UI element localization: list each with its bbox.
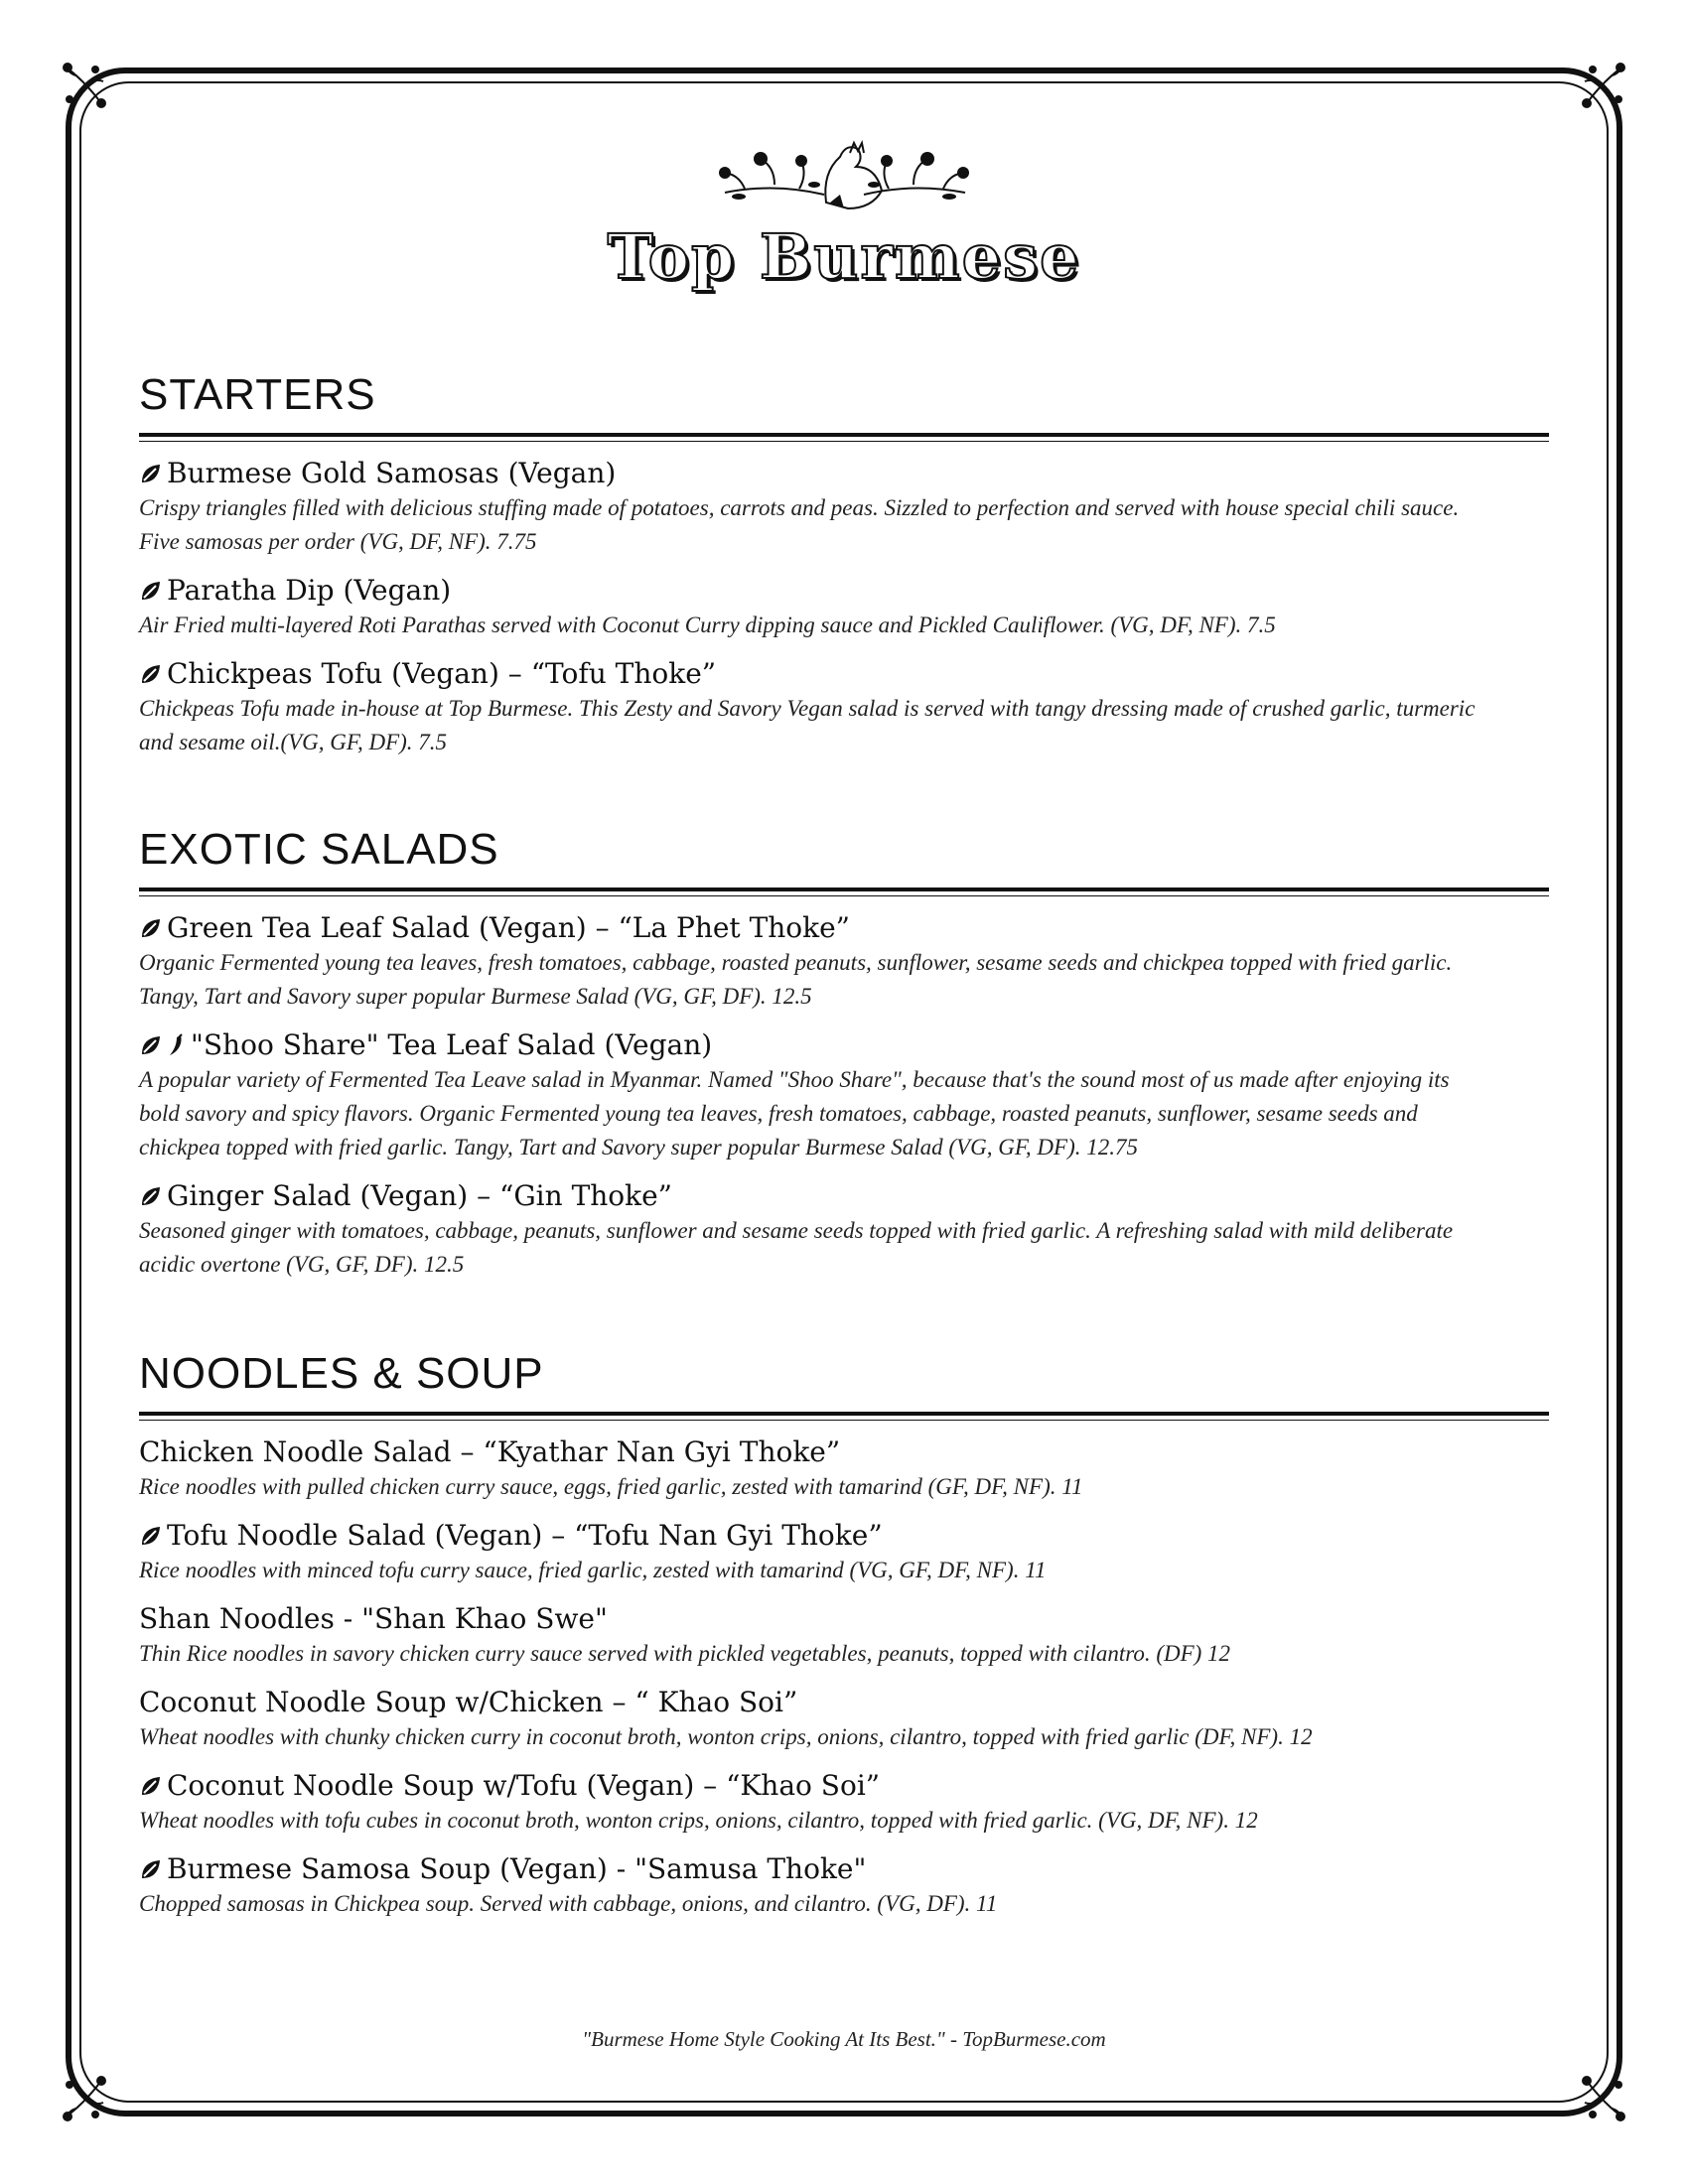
menu-item-description: Wheat noodles with tofu cubes in coconut broth, wonton crips, onions, cilantro, topped with fried garlic. (VG, DF, NF). 12 [139,1808,1258,1833]
menu-item-description: Chickpeas Tofu made in-house at Top Burmese. This Zesty and Savory Vegan salad is served with tangy dressing made of crushed garlic, turmeric and sesame oil.(VG, GF, DF). 7.5 [139,696,1476,754]
menu-item [139,656,1549,759]
menu-item-name: Burmese Gold Samosas (Vegan) [167,457,617,489]
menu-item-name: Coconut Noodle Soup w/Chicken – “ Khao Soi” [139,1686,798,1718]
menu-item [139,1434,1549,1504]
footer-tagline: "Burmese Home Style Cooking At Its Best." - TopBurmese.com [582,2027,1106,2051]
menu-item-description: Chopped samosas in Chickpea soup. Served with cabbage, onions, and cilantro. (VG, DF). 11 [139,1891,998,1916]
corner-flourish-icon [1577,58,1632,113]
section-noodles-soup [139,1346,1549,1921]
section-starters [139,367,1549,759]
section-heading: STARTERS [139,370,376,419]
section-exotic-salads [139,822,1549,1282]
menu-item [139,1851,1549,1921]
vegan-leaf-icon [139,662,163,686]
menu-item [139,1178,1549,1282]
menu-item-description: Rice noodles with pulled chicken curry sauce, eggs, fried garlic, zested with tamarind (GF, DF, NF). 11 [139,1474,1083,1499]
rooster-floral-ornament-icon [705,123,983,222]
section-divider [139,887,1549,896]
corner-flourish-icon [56,2071,111,2126]
menu-item-description: Crispy triangles filled with delicious stuffing made of potatoes, carrots and peas. Sizzled to perfection and served with house special chili sauce. Five samosas per order (VG, DF, NF). 7.75 [139,495,1460,554]
page-title: Top Burmese [607,220,1081,293]
menu-item [139,456,1549,559]
spicy-chili-icon [167,1033,185,1057]
menu-item [139,1685,1549,1754]
menu-item-name: Chicken Noodle Salad – “Kyathar Nan Gyi Thoke” [139,1435,841,1468]
menu-item-description: Organic Fermented young tea leaves, fresh tomatoes, cabbage, roasted peanuts, sunflower, sesame seeds and chickpea topped with fried garlic. Tangy, Tart and Savory super popular Burmese Salad (VG, GF, DF). 12.5 [139,950,1453,1009]
menu-item-name: Tofu Noodle Salad (Vegan) – “Tofu Nan Gyi Thoke” [167,1519,883,1552]
section-heading: EXOTIC SALADS [139,825,499,874]
menu-item-description: A popular variety of Fermented Tea Leave salad in Myanmar. Named "Shoo Share", because that's the sound most of us made after enjoying its bold savory and spicy flavors. Organic Fermented young tea leaves, fresh tomatoes, cabbage, roasted peanuts, sunflower, sesame seeds and chickpea topped with fried garlic. Tangy, Tart and Savory super popular Burmese Salad (VG, GF, DF). 12.75 [139,1067,1450,1160]
vegan-leaf-icon [139,916,163,940]
vegan-leaf-icon [139,579,163,603]
menu-item [139,1601,1549,1671]
menu-item [139,1027,1549,1164]
menu-item [139,1518,1549,1587]
menu-item-name: Paratha Dip (Vegan) [167,574,452,607]
menu-item-name: Burmese Samosa Soup (Vegan) - "Samusa Thoke" [167,1852,867,1885]
menu-item-name: Chickpeas Tofu (Vegan) – “Tofu Thoke” [167,657,717,690]
section-divider [139,433,1549,442]
menu-item-description: Air Fried multi-layered Roti Parathas served with Coconut Curry dipping sauce and Pickled Cauliflower. (VG, DF, NF). 7.5 [139,613,1276,637]
menu-item-description: Wheat noodles with chunky chicken curry in coconut broth, wonton crips, onions, cilantro, topped with fried garlic (DF, NF). 12 [139,1724,1313,1749]
section-divider [139,1412,1549,1421]
vegan-leaf-icon [139,1857,163,1881]
menu-item-name: Green Tea Leaf Salad (Vegan) – “La Phet Thoke” [167,911,850,944]
menu-item-name: Shan Noodles - "Shan Khao Swe" [139,1602,608,1635]
menu-item [139,1768,1549,1838]
vegan-leaf-icon [139,1184,163,1208]
vegan-leaf-icon [139,1033,163,1057]
menu-item-description: Rice noodles with minced tofu curry sauce, fried garlic, zested with tamarind (VG, GF, DF, NF). 11 [139,1558,1047,1582]
menu-item-description: Thin Rice noodles in savory chicken curry sauce served with pickled vegetables, peanuts, topped with cilantro. (DF) 12 [139,1641,1231,1666]
menu-item-name: Coconut Noodle Soup w/Tofu (Vegan) – “Khao Soi” [167,1769,881,1802]
menu-item [139,573,1549,642]
vegan-leaf-icon [139,462,163,485]
menu-item [139,910,1549,1014]
menu-item-name: Ginger Salad (Vegan) – “Gin Thoke” [167,1179,672,1212]
vegan-leaf-icon [139,1774,163,1798]
menu-item-name: "Shoo Share" Tea Leaf Salad (Vegan) [191,1028,713,1061]
corner-flourish-icon [56,58,111,113]
corner-flourish-icon [1577,2071,1632,2126]
section-heading: NOODLES & SOUP [139,1349,544,1398]
menu-item-description: Seasoned ginger with tomatoes, cabbage, peanuts, sunflower and sesame seeds topped with fried garlic. A refreshing salad with mild deliberate acidic overtone (VG, GF, DF). 12.5 [139,1218,1454,1277]
vegan-leaf-icon [139,1524,163,1548]
